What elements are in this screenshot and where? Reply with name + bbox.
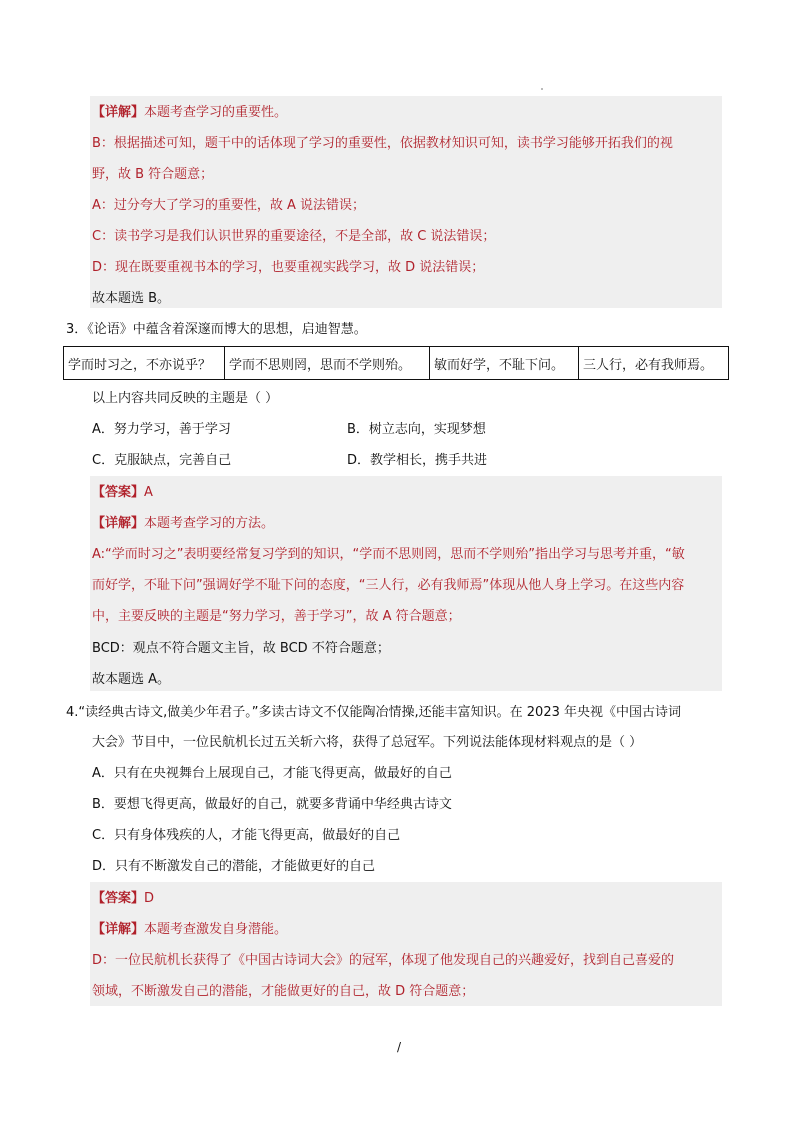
option-a: A．只有在央视舞台上展现自己，才能飞得更高，做最好的自己 [92,766,452,781]
question-4-stem-cont: 大会》节目中，一位民航机长过五关斩六将，获得了总冠军。下列说法能体现材料观点的是（ ） [92,735,643,750]
question-3-stem: 3．《论语》中蕴含着深邃而博大的思想，启迪智慧。 [66,322,367,337]
question-4-stem: 4.“读经典古诗文,做美少年君子。”多读古诗文不仅能陶冶情操,还能丰富知识。在 2023 年央视《中国古诗词 [66,705,681,720]
option-b: B．要想飞得更高，做最好的自己，就要多背诵中华经典古诗文 [92,797,452,812]
explanation-line: B：根据描述可知，题干中的话体现了学习的重要性，依据教材知识可知，读书学习能够开拓我们的视 [92,136,673,151]
answer-tag: 【答案】 [92,485,145,500]
quotes-table [63,346,729,380]
answer-tag: 【答案】 [92,891,145,906]
quote-cell: 敏而好学，不耻下问。 [430,347,579,380]
detail-text: 本题考查激发自身潜能。 [144,922,288,937]
answer-line [92,890,154,908]
explanation-line: A：过分夸大了学习的重要性，故 A 说法错误； [92,198,366,213]
conclusion-line: 故本题选 A。 [92,672,171,687]
explanation-line: 野，故 B 符合题意； [92,167,214,182]
option-a: A．努力学习，善于学习 [92,422,231,437]
option-c: C．只有身体残疾的人，才能飞得更高，做最好的自己 [92,828,401,843]
detail-tag: 【详解】 [92,105,145,120]
explanation-line: 领域，不断激发自己的潜能，才能做更好的自己，故 D 符合题意； [92,984,475,999]
explanation-line: A:“学而时习之”表明要经常复习学到的知识，“学而不思则罔，思而不学则殆”指出学习与思考并重，“敏 [92,547,685,562]
detail-tag: 【详解】 [92,922,145,937]
detail-text: 本题考查学习的方法。 [144,516,275,531]
detail-line [92,104,287,122]
option-d: D．只有不断激发自己的潜能，才能做更好的自己 [92,859,376,874]
explanation-line: D：现在既要重视书本的学习，也要重视实践学习，故 D 说法错误； [92,260,485,275]
explanation-line: BCD：观点不符合题文主旨，故 BCD 不符合题意； [92,641,390,656]
option-b: B．树立志向，实现梦想 [347,422,486,437]
explanation-line: D：一位民航机长获得了《中国古诗词大会》的冠军，体现了他发现自己的兴趣爱好，找到自己喜爱的 [92,953,675,968]
page-number: / [397,1040,402,1054]
detail-text: 本题考查学习的重要性。 [144,105,288,120]
question-3-prompt: 以上内容共同反映的主题是（ ） [92,391,279,406]
detail-tag: 【详解】 [92,516,145,531]
answer-value: D [144,891,155,906]
explanation-line: C：读书学习是我们认识世界的重要途径，不是全部，故 C 说法错误； [92,229,496,244]
answer-line [92,484,153,502]
option-c: C．克服缺点，完善自己 [92,453,232,468]
quote-cell: 学而时习之，不亦说乎？ [64,347,225,380]
scan-speck [541,88,543,90]
conclusion-line: 故本题选 B。 [92,291,171,306]
detail-line [92,515,274,533]
quote-cell: 学而不思则罔，思而不学则殆。 [225,347,430,380]
detail-line [92,921,287,939]
explanation-line: 而好学，不耻下问”强调好学不耻下问的态度，“三人行，必有我师焉”体现从他人身上学习。在这些内容 [92,578,685,593]
quote-cell: 三人行，必有我师焉。 [579,347,729,380]
option-d: D．教学相长，携手共进 [347,453,488,468]
answer-value: A [144,485,153,500]
explanation-line: 中，主要反映的主题是“努力学习，善于学习”，故 A 符合题意； [92,609,461,624]
